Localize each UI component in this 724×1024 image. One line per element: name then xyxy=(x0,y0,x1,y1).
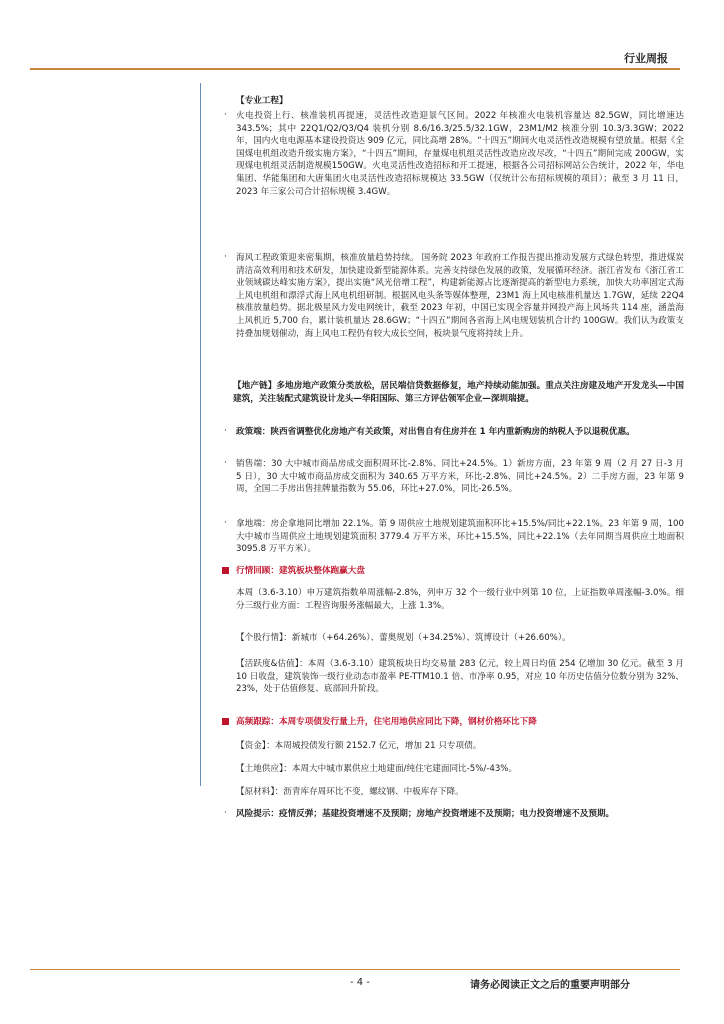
report-type-title: 行业周报 xyxy=(624,52,668,65)
red-square-marker xyxy=(222,718,229,725)
bullet-dot: · xyxy=(224,252,227,262)
paragraph-weekly-index: 本周（3.6-3.10）申万建筑指数单周涨幅-2.8%，列申万 32 个一级行业中列第 10 位，上证指数单周涨幅-3.0%。细分三级行业方面：工程咨询服务涨幅最大，上涨 1.3%。 xyxy=(236,588,684,611)
paragraph-land: · 拿地端：房企拿地同比增加 22.1%。第 9 周供应土地规划建筑面积环比+15.5%/同比+22.1%。23 年第 9 周，100 大中城市当周供应土地规划建筑面积 3779.4 万平方米，环比+15.5%，同比+22.1%（去年同期当周供应土地面积 3095.8 万平方米）。 xyxy=(224,518,684,555)
bullet-dot: · xyxy=(224,458,227,468)
paragraph-materials: 【原材料】：沥青库存周环比不变，螺纹钢、中板库存下降。 xyxy=(236,787,464,797)
sidebar-divider xyxy=(200,83,201,786)
paragraph-offshore-wind: · 海风工程政策迎来密集期，核准放量趋势持续。 国务院 2023 年政府工作报告提出推动发展方式绿色转型，推进煤炭清洁高效利用和技术研发，加快建设新型能源体系。完善支持绿色发展的政策，发展循环经济。浙江省发布《浙江省工业领域碳达峰实施方案》，提出实施“风光倍增工程”，构建新能源占比逐渐提高的新型电力系统，加快大功率固定式海上风电机组和漂浮式海上风电机组研制。根据风电头条等媒体整理，23M1 海上风电核准机量达 1.7GW，延续 22Q4 核准放量趋势。据北极星风力发电网统计，截至 2023 年初，中国已实现全容量并网投产海上风场共 114 座，涵盖海上风机近 5,700 台，累计装机量达 28.6GW；“十四五”期间各省海上风电规划装机合计约 100GW。我们认为政策支持叠加规划催动，海上风电工程仍有较大成长空间，板块景气度将持续上升。 xyxy=(224,252,684,339)
paragraph-risk: · 风险提示：疫情反弹；基建投资增速不及预期；房地产投资增速不及预期；电力投资增速不及预期。 xyxy=(224,808,615,819)
bullet-dot: · xyxy=(224,426,227,436)
header-rule xyxy=(30,68,680,70)
paragraph-stocks: 【个股行情】：新城市（+64.26%）、蕾奥规划（+34.25%）、筑博设计（+26.60%）。 xyxy=(236,633,571,643)
footer-disclaimer: 请务必阅读正文之后的重要声明部分 xyxy=(470,980,630,991)
bullet-dot: · xyxy=(224,518,227,528)
paragraph-land-supply: 【土地供应】：本周大中城市累供应土地建面/纯住宅建面同比-5%/-43%。 xyxy=(236,764,518,774)
section-label-special-engineering: 【专业工程】 xyxy=(236,96,288,106)
paragraph-activity-valuation: 【活跃度&估值】：本周（3.6-3.10）建筑板块日均交易量 283 亿元，较上周日均值 254 亿增加 30 亿元。截至 3 月 10 日收盘，建筑装饰一级行业动态市盈率 PE-TTM10.1 倍、市净率 0.95，对应 10 年历史估值分位数分别为 32%、23%，处于估值修复、底部回升阶段。 xyxy=(236,659,684,695)
paragraph-thermal-power: · 火电投资上行、核准装机再提速，灵活性改造迎景气区间。2022 年核准火电装机容量达 82.5GW，同比增速达 343.5%；其中 22Q1/Q2/Q3/Q4 装机分别 8.6/16.3/25.5/32.1GW，23M1/M2 核准分别 10.3/3.3GW；2022 年，国内火电电源基本建设投资达 909 亿元，同比高增 28%。“十四五”期间火电灵活性改造规模有望放量。根据《全国煤电机组改造升级实施方案》，“十四五”期间，存量煤电机组灵活性改造应改尽改，“十四五”期间完成 200GW，实现煤电机组灵活制造规模150GW。火电灵活性改造招标和开工提速，根据各公司招标网站公告统计，2022 年，华电集团、华能集团和大唐集团火电灵活性改造招标规模达 33.5GW（仅统计公布招标规模的项目）；截至 3 月 11 日，2023 年三家公司合计招标规模 3.4GW。 xyxy=(224,110,684,197)
paragraph-real-estate-intro: 【地产链】多地房地产政策分类放松，居民端信贷数据修复，地产持续动能加强。重点关注房建及地产开发龙头—中国建筑，关注装配式建筑设计龙头—华阳国际、第三方评估领军企业—深圳瑞捷。 xyxy=(233,381,684,404)
paragraph-funds: 【资金】：本周城投债发行额 2152.7 亿元，增加 21 只专项债。 xyxy=(236,741,482,751)
paragraph-sales: · 销售端：30 大中城市商品房成交面积周环比-2.8%、同比+24.5%。1）新房方面，23 年第 9 周（2 月 27 日-3 月 5 日），30 大中城市商品房成交面积为 340.65 万平方米，环比-2.8%、同比+24.5%。2）二手房方面，23 年第 9 周，全国二手房出售挂牌量指数为 55.06，环比+27.0%，同比-26.5%。 xyxy=(224,458,684,495)
paragraph-policy: · 政策端：陕西省调整优化房地产有关政策，对出售自有住房并在 1 年内重新购房的纳税人予以退税优惠。 xyxy=(224,426,635,437)
heading-tracking: 高频跟踪：本周专项债发行量上升，住宅用地供应同比下降，钢材价格环比下降 xyxy=(236,716,684,729)
red-square-marker xyxy=(222,567,229,574)
footer-rule xyxy=(30,969,680,970)
heading-market-review: 行情回顾：建筑板块整体跑赢大盘 xyxy=(236,565,684,578)
bullet-dot: · xyxy=(224,808,227,818)
page-number: - 4 - xyxy=(350,977,370,988)
bullet-dot: · xyxy=(224,110,227,120)
